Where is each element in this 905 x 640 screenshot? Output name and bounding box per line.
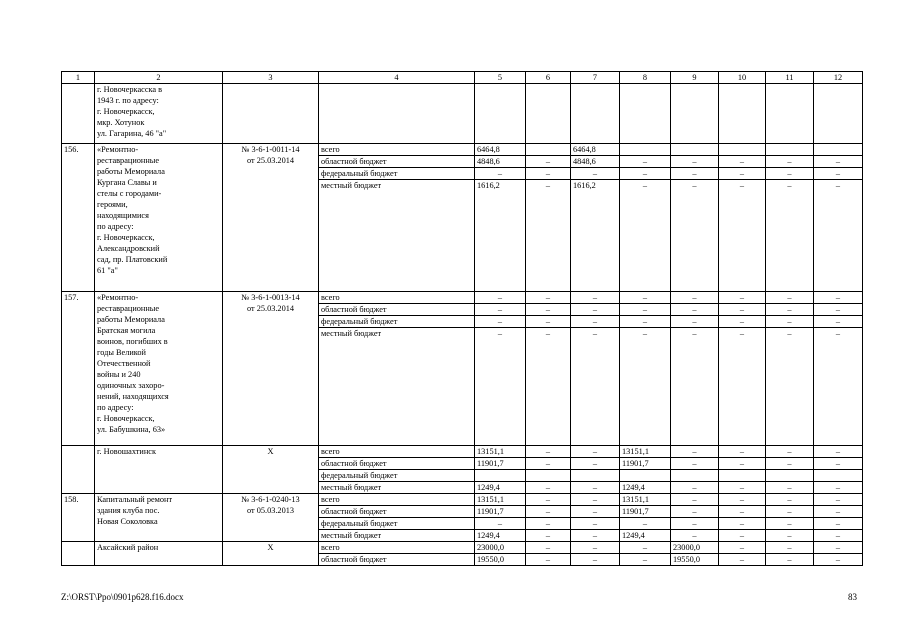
value-cell: – xyxy=(526,180,571,292)
funding-source: федеральный бюджет xyxy=(319,168,475,180)
value-cell: 6464,8 xyxy=(571,144,620,156)
value-cell: – xyxy=(814,168,863,180)
value-cell: – xyxy=(571,506,620,518)
value-cell: – xyxy=(475,518,526,530)
value-cell: – xyxy=(526,518,571,530)
value-cell xyxy=(719,470,766,482)
funding-source: федеральный бюджет xyxy=(319,470,475,482)
value-cell: – xyxy=(719,542,766,554)
item-number: 158. xyxy=(62,494,95,542)
value-cell xyxy=(814,84,863,144)
value-cell: – xyxy=(766,156,814,168)
value-cell: – xyxy=(475,316,526,328)
value-cell: – xyxy=(620,518,671,530)
value-cell: 13151,1 xyxy=(620,494,671,506)
table-row xyxy=(62,292,863,304)
header-cell: 7 xyxy=(571,72,620,84)
value-cell: – xyxy=(719,482,766,494)
value-cell: – xyxy=(814,506,863,518)
value-cell: – xyxy=(571,518,620,530)
value-cell: – xyxy=(719,506,766,518)
value-cell: – xyxy=(671,530,719,542)
value-cell: 13151,1 xyxy=(475,494,526,506)
value-cell: 11901,7 xyxy=(475,506,526,518)
funding-source: всего xyxy=(319,446,475,458)
value-cell: – xyxy=(671,494,719,506)
value-cell: 1249,4 xyxy=(475,482,526,494)
value-cell: – xyxy=(475,328,526,446)
value-cell: – xyxy=(719,180,766,292)
header-cell: 1 xyxy=(62,72,95,84)
value-cell: – xyxy=(571,530,620,542)
value-cell: – xyxy=(814,482,863,494)
value-cell: – xyxy=(719,458,766,470)
document-ref: № 3-6-1-0013-14 от 25.03.2014 xyxy=(223,292,319,446)
value-cell: – xyxy=(814,304,863,316)
value-cell xyxy=(814,470,863,482)
value-cell: – xyxy=(620,304,671,316)
object-name: г. Новошахтинск xyxy=(95,446,223,494)
value-cell xyxy=(766,84,814,144)
value-cell: – xyxy=(766,482,814,494)
value-cell: – xyxy=(526,494,571,506)
value-cell xyxy=(620,470,671,482)
value-cell: 4848,6 xyxy=(475,156,526,168)
value-cell: – xyxy=(475,304,526,316)
funding-source: областной бюджет xyxy=(319,554,475,566)
value-cell: – xyxy=(719,292,766,304)
value-cell: – xyxy=(766,168,814,180)
item-number xyxy=(62,446,95,494)
object-name: «Ремонтно- реставрационные работы Мемориала Братская могила воинов, погибших в годы Великой Отечественной войны и 240 одиночных захоро- нений, находящихся по адресу: г. Новочеркасск, ул. Бабушкина, 63» xyxy=(95,292,223,446)
value-cell: – xyxy=(814,156,863,168)
value-cell: – xyxy=(814,292,863,304)
value-cell: – xyxy=(814,494,863,506)
value-cell: – xyxy=(475,168,526,180)
file-path: Z:\ORST\Ppo\0901p628.f16.docx xyxy=(61,592,184,602)
value-cell: – xyxy=(526,168,571,180)
funding-source: областной бюджет xyxy=(319,156,475,168)
value-cell: – xyxy=(719,446,766,458)
value-cell: – xyxy=(571,304,620,316)
value-cell: 19550,0 xyxy=(671,554,719,566)
value-cell xyxy=(671,470,719,482)
value-cell: – xyxy=(671,328,719,446)
value-cell: – xyxy=(766,328,814,446)
value-cell: – xyxy=(571,482,620,494)
object-name: Капитальный ремонт здания клуба пос. Новая Соколовка xyxy=(95,494,223,542)
table-row xyxy=(62,542,863,554)
value-cell xyxy=(526,470,571,482)
value-cell: – xyxy=(620,328,671,446)
budget-table xyxy=(61,71,863,566)
value-cell: – xyxy=(719,530,766,542)
value-cell: – xyxy=(526,554,571,566)
value-cell: – xyxy=(766,304,814,316)
value-cell: – xyxy=(620,316,671,328)
value-cell: – xyxy=(766,316,814,328)
value-cell: – xyxy=(814,446,863,458)
value-cell: – xyxy=(814,542,863,554)
funding-source: всего xyxy=(319,542,475,554)
value-cell: – xyxy=(766,554,814,566)
value-cell: – xyxy=(571,168,620,180)
table-row xyxy=(62,494,863,506)
object-name: «Ремонтно- реставрационные работы Мемориала Кургана Славы и стелы с городами- героями, находящимися по адресу: г. Новочеркасск, Александровский сад, пр. Платовский 61 "а" xyxy=(95,144,223,292)
document-ref: Х xyxy=(223,542,319,566)
value-cell xyxy=(814,144,863,156)
value-cell: – xyxy=(571,292,620,304)
header-cell: 4 xyxy=(319,72,475,84)
value-cell: 11901,7 xyxy=(620,458,671,470)
value-cell: – xyxy=(620,542,671,554)
value-cell: – xyxy=(766,446,814,458)
value-cell xyxy=(620,84,671,144)
value-cell: – xyxy=(671,482,719,494)
page-number: 83 xyxy=(848,592,857,602)
value-cell: – xyxy=(526,458,571,470)
value-cell: – xyxy=(620,292,671,304)
value-cell: – xyxy=(671,180,719,292)
table-row xyxy=(62,446,863,458)
funding-source: областной бюджет xyxy=(319,506,475,518)
value-cell: – xyxy=(526,542,571,554)
value-cell: – xyxy=(671,304,719,316)
value-cell: – xyxy=(620,554,671,566)
value-cell: 1616,2 xyxy=(571,180,620,292)
value-cell: – xyxy=(571,494,620,506)
document-ref xyxy=(223,84,319,144)
value-cell: 23000,0 xyxy=(671,542,719,554)
header-cell: 9 xyxy=(671,72,719,84)
value-cell: 13151,1 xyxy=(620,446,671,458)
value-cell: – xyxy=(814,328,863,446)
value-cell: – xyxy=(671,518,719,530)
value-cell: 1616,2 xyxy=(475,180,526,292)
value-cell: – xyxy=(766,494,814,506)
item-number xyxy=(62,542,95,566)
value-cell xyxy=(571,84,620,144)
value-cell: 23000,0 xyxy=(475,542,526,554)
value-cell: – xyxy=(671,316,719,328)
value-cell: – xyxy=(526,292,571,304)
value-cell xyxy=(571,470,620,482)
funding-source: областной бюджет xyxy=(319,304,475,316)
value-cell: 1249,4 xyxy=(475,530,526,542)
item-number: 157. xyxy=(62,292,95,446)
header-cell: 3 xyxy=(223,72,319,84)
funding-source: местный бюджет xyxy=(319,328,475,446)
funding-source: федеральный бюджет xyxy=(319,518,475,530)
funding-source: местный бюджет xyxy=(319,482,475,494)
value-cell: – xyxy=(526,482,571,494)
value-cell: – xyxy=(719,316,766,328)
value-cell: – xyxy=(719,328,766,446)
header-cell: 2 xyxy=(95,72,223,84)
value-cell: – xyxy=(526,506,571,518)
funding-source: областной бюджет xyxy=(319,458,475,470)
funding-source: местный бюджет xyxy=(319,180,475,292)
value-cell: – xyxy=(620,180,671,292)
value-cell: – xyxy=(571,542,620,554)
value-cell: – xyxy=(571,328,620,446)
object-name: Аксайский район xyxy=(95,542,223,566)
value-cell: 1249,4 xyxy=(620,482,671,494)
value-cell: 13151,1 xyxy=(475,446,526,458)
value-cell: 4848,6 xyxy=(571,156,620,168)
object-name: г. Новочеркасска в 1943 г. по адресу: г. Новочеркасск, мкр. Хотунок ул. Гагарина, 46 "а" xyxy=(95,84,223,144)
value-cell: 1249,4 xyxy=(620,530,671,542)
value-cell xyxy=(526,144,571,156)
value-cell: – xyxy=(571,446,620,458)
value-cell xyxy=(766,470,814,482)
value-cell: – xyxy=(526,156,571,168)
value-cell: – xyxy=(526,304,571,316)
value-cell: 11901,7 xyxy=(620,506,671,518)
value-cell: 19550,0 xyxy=(475,554,526,566)
value-cell: – xyxy=(766,292,814,304)
value-cell xyxy=(719,144,766,156)
header-cell: 5 xyxy=(475,72,526,84)
header-cell: 10 xyxy=(719,72,766,84)
funding-source: федеральный бюджет xyxy=(319,316,475,328)
value-cell: – xyxy=(719,554,766,566)
value-cell: – xyxy=(526,316,571,328)
value-cell: – xyxy=(719,156,766,168)
value-cell: – xyxy=(814,458,863,470)
funding-source: всего xyxy=(319,494,475,506)
header-cell: 8 xyxy=(620,72,671,84)
value-cell xyxy=(671,144,719,156)
value-cell: 11901,7 xyxy=(475,458,526,470)
value-cell: – xyxy=(620,168,671,180)
value-cell: – xyxy=(719,304,766,316)
value-cell: – xyxy=(814,518,863,530)
header-cell: 6 xyxy=(526,72,571,84)
value-cell: – xyxy=(475,292,526,304)
value-cell: – xyxy=(766,180,814,292)
value-cell: – xyxy=(571,554,620,566)
header-row xyxy=(62,72,863,84)
value-cell: – xyxy=(526,530,571,542)
value-cell xyxy=(475,470,526,482)
value-cell: – xyxy=(719,168,766,180)
item-number xyxy=(62,84,95,144)
value-cell: – xyxy=(766,542,814,554)
funding-source: всего xyxy=(319,292,475,304)
value-cell: – xyxy=(671,156,719,168)
value-cell: – xyxy=(766,506,814,518)
value-cell: – xyxy=(814,554,863,566)
value-cell: – xyxy=(671,292,719,304)
document-ref: № 3-6-1-0011-14 от 25.03.2014 xyxy=(223,144,319,292)
funding-source: местный бюджет xyxy=(319,530,475,542)
value-cell xyxy=(475,84,526,144)
value-cell: – xyxy=(526,446,571,458)
value-cell xyxy=(620,144,671,156)
funding-source xyxy=(319,84,475,144)
value-cell: – xyxy=(814,180,863,292)
value-cell: – xyxy=(719,494,766,506)
value-cell: – xyxy=(571,316,620,328)
value-cell: – xyxy=(766,530,814,542)
header-cell: 11 xyxy=(766,72,814,84)
value-cell: – xyxy=(671,168,719,180)
table-row xyxy=(62,84,863,144)
value-cell: 6464,8 xyxy=(475,144,526,156)
value-cell xyxy=(671,84,719,144)
value-cell: – xyxy=(766,518,814,530)
value-cell: – xyxy=(719,518,766,530)
value-cell: – xyxy=(671,458,719,470)
value-cell: – xyxy=(814,530,863,542)
value-cell: – xyxy=(526,328,571,446)
value-cell: – xyxy=(671,506,719,518)
value-cell: – xyxy=(620,156,671,168)
value-cell: – xyxy=(766,458,814,470)
table-row xyxy=(62,144,863,156)
value-cell: – xyxy=(814,316,863,328)
value-cell xyxy=(766,144,814,156)
value-cell: – xyxy=(671,446,719,458)
value-cell: – xyxy=(571,458,620,470)
funding-source: всего xyxy=(319,144,475,156)
item-number: 156. xyxy=(62,144,95,292)
value-cell xyxy=(719,84,766,144)
header-cell: 12 xyxy=(814,72,863,84)
document-ref: № 3-6-1-0240-13 от 05.03.2013 xyxy=(223,494,319,542)
value-cell xyxy=(526,84,571,144)
document-ref: Х xyxy=(223,446,319,494)
